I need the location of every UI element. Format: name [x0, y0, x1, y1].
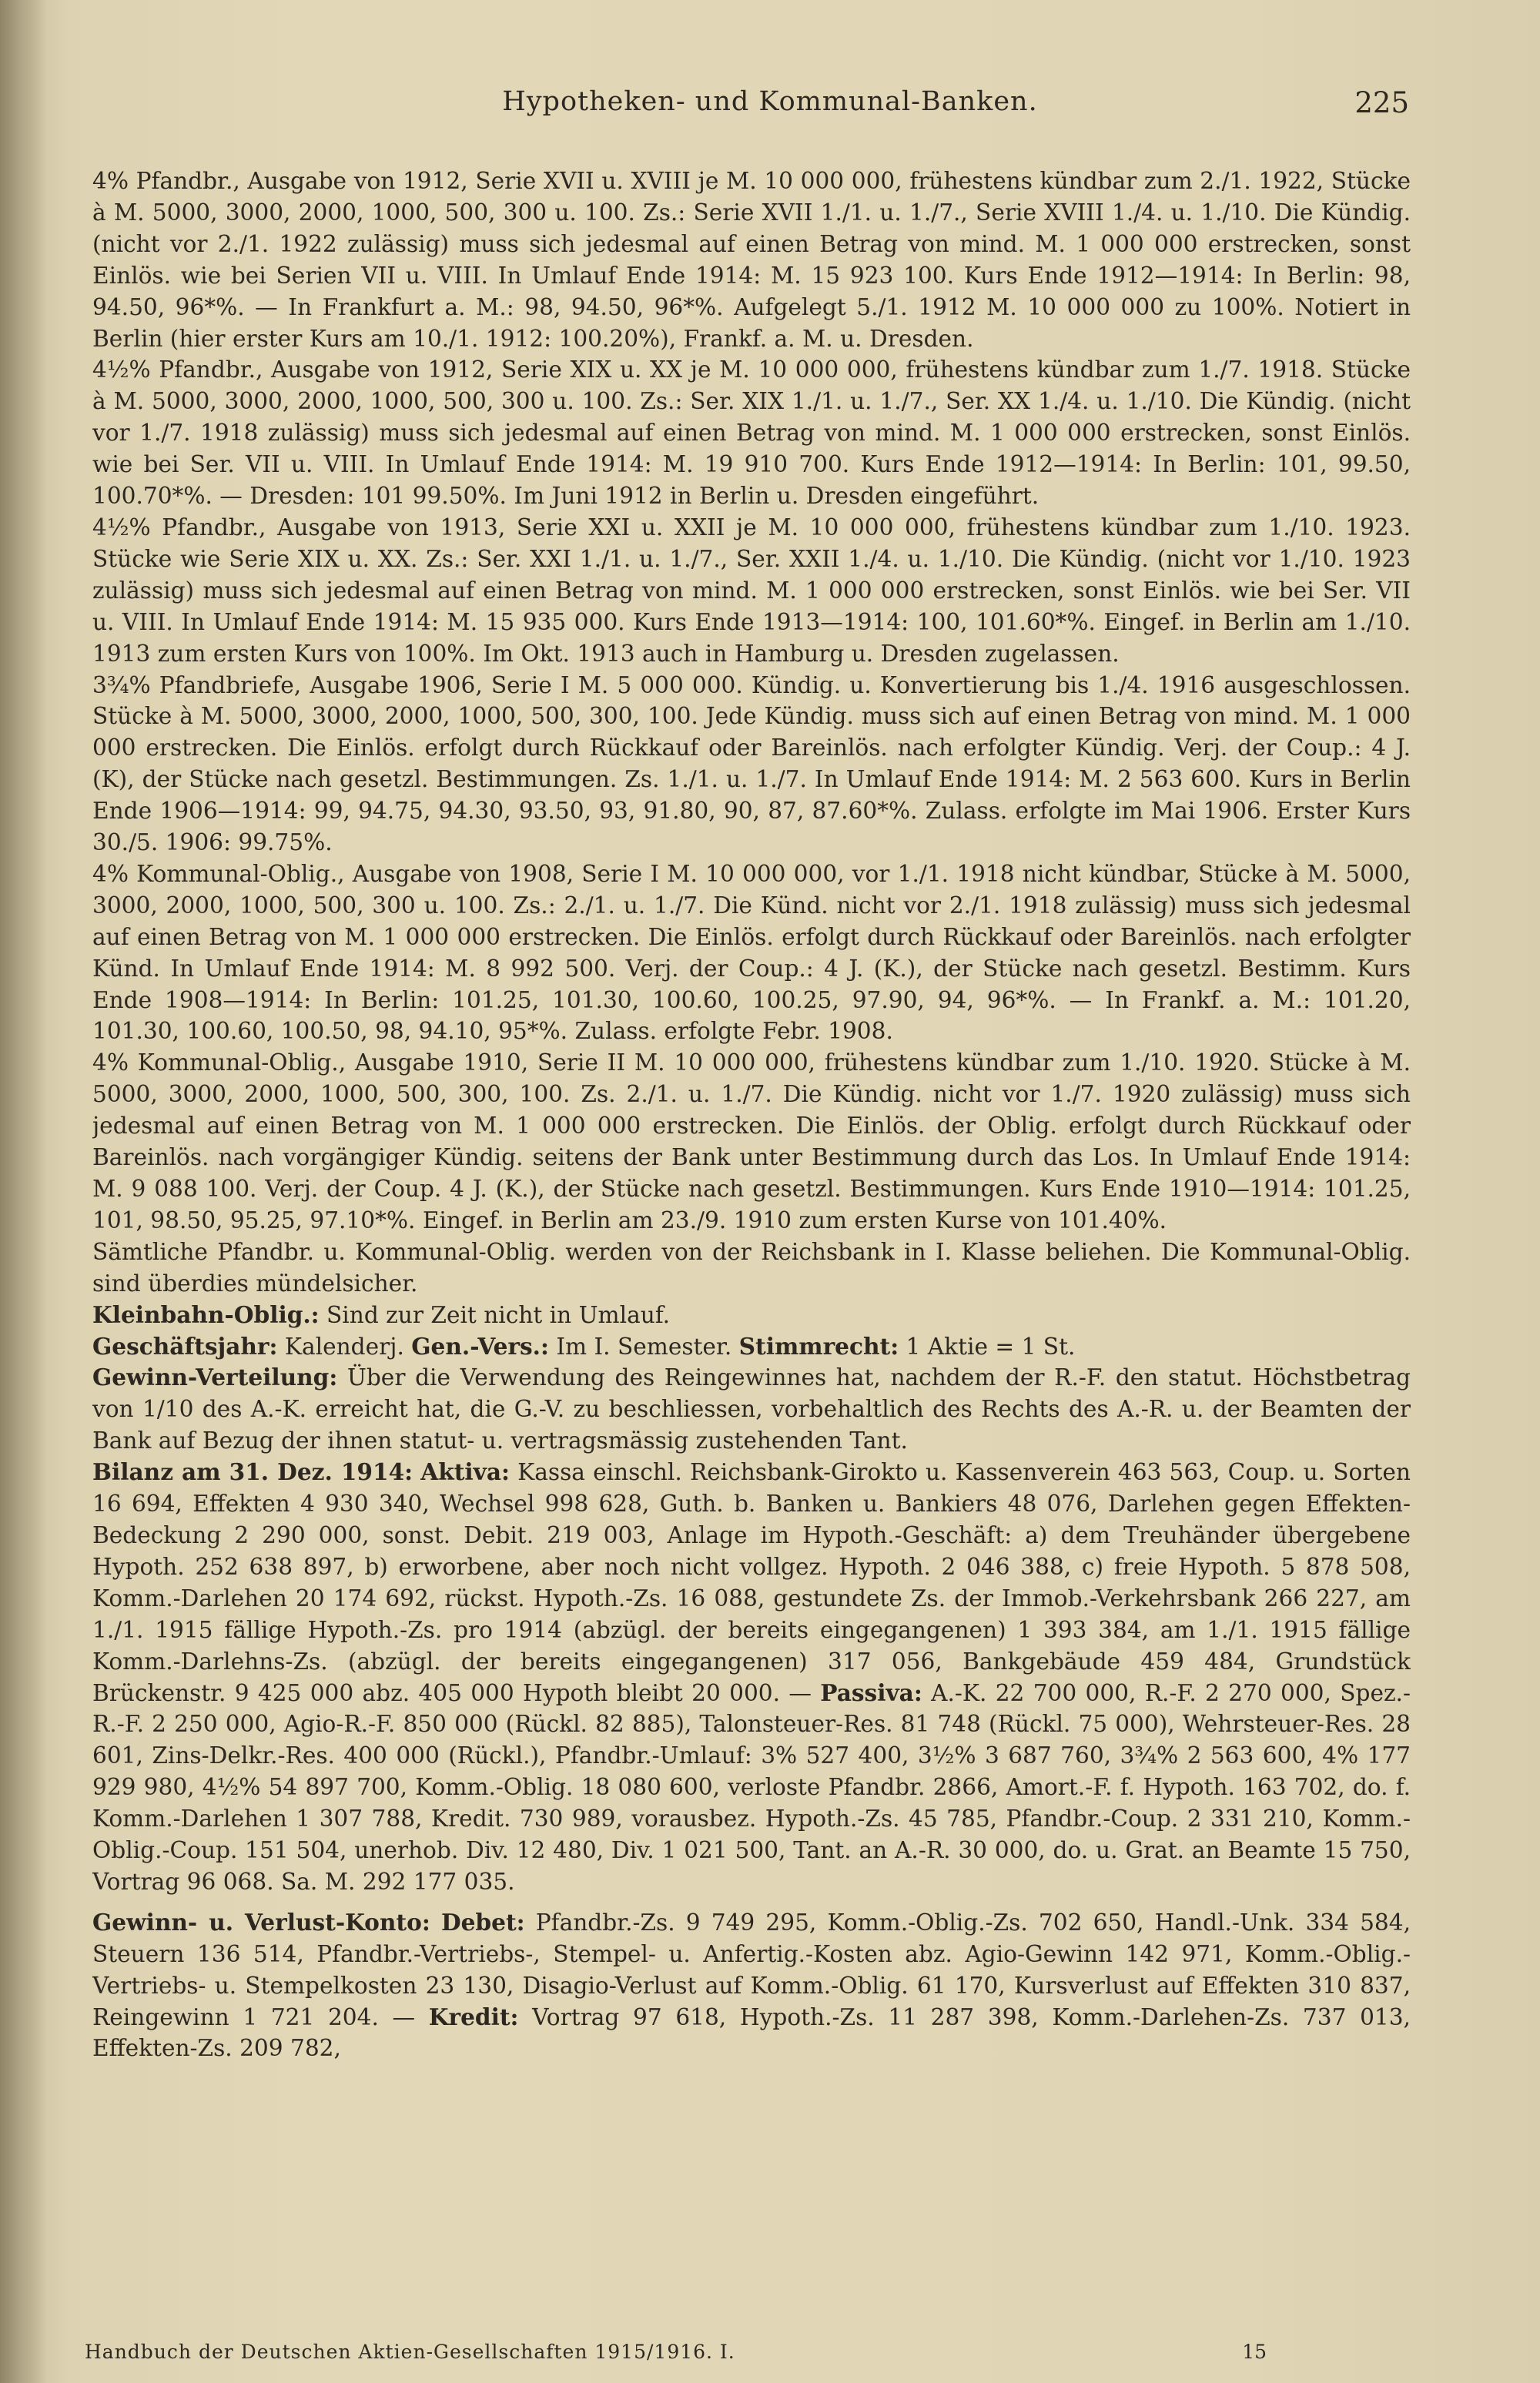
paragraph-bilanz — [92, 1457, 1411, 1898]
paragraph-geschaeftsjahr — [92, 1331, 1411, 1363]
page-footer — [85, 2341, 1394, 2371]
paragraph-gewinn-verteilung — [92, 1362, 1411, 1457]
paragraph-gewinn-verlust-konto — [92, 1907, 1411, 2065]
paragraph-kommunal-oblig-1908: 4% Kommunal-Oblig., Ausgabe von 1908, Serie I M. 10 000 000, vor 1./1. 1918 nicht kündbar, Stücke à M. 5000, 3000, 2000, 1000, 500, 300 u. 100. Zs.: 2./1. u. 1./7. Die Künd. nicht vor 2./1. 1918 zulässig) muss sich jedesmal auf einen Betrag von M. 1 000 000 erstrecken. Die Einlös. erfolgt durch Rückkauf oder Bareinlös. nach erfolgter Künd. In Umlauf Ende 1914: M. 8 992 500. Verj. der Coup.: 4 J. (K.), der Stücke nach gesetzl. Bestimm. Kurs Ende 1908—1914: In Berlin: 101.25, 101.30, 100.60, 100.25, 97.90, 94, 96*%. — In Frankf. a. M.: 101.20, 101.30, 100.60, 100.50, 98, 94.10, 95*%. Zulass. erfolgte Febr. 1908. — [92, 860, 1411, 1045]
kredit-text: Vortrag 97 618, Hypoth.-Zs. 11 287 398, Komm.-Darlehen-Zs. 737 013, Effekten-Zs. 209 782, — [92, 2003, 1411, 2062]
geschaeftsjahr-text: Kalenderj. — [284, 1333, 404, 1360]
aktiva-label: Aktiva: — [420, 1458, 510, 1486]
paragraph-pfandbriefe-1906: 3¾% Pfandbriefe, Ausgabe 1906, Serie I M. 5 000 000. Kündig. u. Konvertierung bis 1./4. 1916 ausgeschlossen. Stücke à M. 5000, 3000, 2000, 1000, 500, 300, 100. Jede Kündig. muss sich auf einen Betrag von mind. M. 1 000 000 erstrecken. Die Einlös. erfolgt durch Rückkauf oder Bareinlös. nach erfolgter Kündig. Verj. der Coup.: 4 J. (K), der Stücke nach gesetzl. Bestimmungen. Zs. 1./1. u. 1./7. In Umlauf Ende 1914: M. 2 563 600. Kurs in Berlin Ende 1906—1914: 99, 94.75, 94.30, 93.50, 93, 91.80, 90, 87, 87.60*%. Zulass. erfolgte im Mai 1906. Erster Kurs 30./5. 1906: 99.75%. — [92, 671, 1411, 856]
debet-label: Debet: — [440, 1908, 525, 1936]
passiva-label: Passiva: — [820, 1678, 922, 1706]
gen-vers-label: Gen.-Vers.: — [411, 1332, 549, 1360]
geschaeftsjahr-label: Geschäftsjahr: — [92, 1332, 278, 1360]
passiva-text: A.-K. 22 700 000, R.-F. 2 270 000, Spez.-R.-F. 2 250 000, Agio-R.-F. 850 000 (Rückl. 82 885), Talonsteuer-Res. 81 748 (Rückl. 75 000), Wehrsteuer-Res. 28 601, Zins-Delkr.-Res. 400 000 (Rückl.), Pfandbr.-Umlauf: 3% 527 400, 3½% 3 687 760, 3¾% 2 563 600, 4% 177 929 980, 4½% 54 897 700, Komm.-Oblig. 18 080 600, verloste Pfandbr. 2866, Amort.-F. f. Hypoth. 163 702, do. f. Komm.-Darlehen 1 307 788, Kredit. 730 989, vorausbez. Hypoth.-Zs. 45 785, Pfandbr.-Coup. 2 331 210, Komm.-Oblig.-Coup. 151 504, unerhob. Div. 12 480, Div. 1 021 500, Tant. an A.-R. 30 000, do. u. Grat. an Beamte 15 750, Vortrag 96 068. Sa. M. 292 177 035. — [92, 1679, 1411, 1895]
stimmrecht-text: 1 Aktie = 1 St. — [906, 1333, 1076, 1360]
running-title: Hypotheken- und Kommunal-Banken. — [502, 86, 1038, 117]
guv-label: Gewinn- u. Verlust-Konto: — [92, 1908, 430, 1936]
paragraph-kommunal-oblig-1910: 4% Kommunal-Oblig., Ausgabe 1910, Serie II M. 10 000 000, frühestens kündbar zum 1./10. 1920. Stücke à M. 5000, 3000, 2000, 1000, 500, 300, 100. Zs. 2./1. u. 1./7. Die Kündig. nicht vor 1./7. 1920 zulässig) muss sich jedesmal auf einen Betrag von M. 1 000 000 erstrecken. Die Einlös. der Oblig. erfolgt durch Rückkauf oder Bareinlös. nach vorgängiger Kündig. seitens der Bank unter Bestimmung durch das Los. In Umlauf Ende 1914: M. 9 088 100. Verj. der Coup. 4 J. (K.), der Stücke nach gesetzl. Bestimmungen. Kurs Ende 1910—1914: 101.25, 101, 98.50, 95.25, 97.10*%. Eingef. in Berlin am 23./9. 1910 zum ersten Kurse von 101.40%. — [92, 1049, 1411, 1233]
gewinn-label: Gewinn-Verteilung: — [92, 1364, 338, 1391]
kleinbahn-label: Kleinbahn-Oblig.: — [92, 1300, 320, 1328]
gewinn-text: Über die Verwendung des Reingewinnes hat, nachdem der R.-F. den statut. Höchstbetrag von 1/10 des A.-K. erreicht hat, die G.-V. zu beschliessen, vorbehaltlich des Rechts des A.-R. u. der Beamten der Bank auf Bezug der ihnen statut- u. vertragsmässig zustehenden Tant. — [92, 1364, 1411, 1454]
kleinbahn-text: Sind zur Zeit nicht in Umlauf. — [326, 1301, 671, 1328]
stimmrecht-label: Stimmrecht: — [738, 1332, 899, 1360]
debet-text: Pfandbr.-Zs. 9 749 295, Komm.-Oblig.-Zs. 702 650, Handl.-Unk. 334 584, Steuern 136 514, Pfandbr.-Vertriebs-, Stempel- u. Anfertig.-Kosten abz. Agio-Gewinn 142 971, Komm.-Oblig.-Vertriebs- u. Stempelkosten 23 130, Disagio-Verlust auf Komm.-Oblig. 61 170, Kursverlust auf Effekten 310 837, Reingewinn 1 721 204. — — [92, 1909, 1411, 2030]
footer-book-title: Handbuch der Deutschen Aktien-Gesellschaften 1915/1916. I. — [85, 2341, 735, 2363]
kredit-label: Kredit: — [428, 2003, 519, 2030]
paragraph-pfandbr-xix-xx: 4½% Pfandbr., Ausgabe von 1912, Serie XIX u. XX je M. 10 000 000, frühestens kündbar zum 1./7. 1918. Stücke à M. 5000, 3000, 2000, 1000, 500, 300 u. 100. Zs.: Ser. XIX 1./1. u. 1./7., Ser. XX 1./4. u. 1./10. Die Kündig. (nicht vor 1./7. 1918 zulässig) muss sich jedesmal auf einen Betrag von mind. M. 1 000 000 erstrecken, sonst Einlös. wie bei Ser. VII u. VIII. In Umlauf Ende 1914: M. 19 910 700. Kurs Ende 1912—1914: In Berlin: 101, 99.50, 100.70*%. — Dresden: 101 99.50%. Im Juni 1912 in Berlin u. Dresden eingeführt. — [92, 356, 1411, 510]
paragraph-reichsbank: Sämtliche Pfandbr. u. Kommunal-Oblig. werden von der Reichsbank in I. Klasse beliehen. Die Kommunal-Oblig. sind überdies mündelsicher. — [92, 1238, 1411, 1297]
footer-signature: 15 — [1242, 2341, 1267, 2363]
main-text — [92, 166, 1411, 2306]
paragraph-pfandbr-xxi-xxii: 4½% Pfandbr., Ausgabe von 1913, Serie XXI u. XXII je M. 10 000 000, frühestens kündbar zum 1./10. 1923. Stücke wie Serie XIX u. XX. Zs.: Ser. XXI 1./1. u. 1./7., Ser. XXII 1./4. u. 1./10. Die Kündig. (nicht vor 1./10. 1923 zulässig) muss sich jedesmal auf einen Betrag von mind. M. 1 000 000 erstrecken, sonst Einlös. wie bei Ser. VII u. VIII. In Umlauf Ende 1914: M. 15 935 000. Kurs Ende 1913—1914: 100, 101.60*%. Eingef. in Berlin am 1./10. 1913 zum ersten Kurs von 100%. Im Okt. 1913 auch in Hamburg u. Dresden zugelassen. — [92, 514, 1411, 667]
aktiva-text: Kassa einschl. Reichsbank-Girokto u. Kassenverein 463 563, Coup. u. Sorten 16 694, Effekten 4 930 340, Wechsel 998 628, Guth. b. Banken u. Bankiers 48 076, Darlehen gegen Effekten-Bedeckung 2 290 000, sonst. Debit. 219 003, Anlage im Hypoth.-Geschäft: a) dem Treuhänder übergebene Hypoth. 252 638 897, b) erworbene, aber noch nicht vollgez. Hypoth. 2 046 388, c) freie Hypoth. 5 878 508, Komm.-Darlehen 20 174 692, rückst. Hypoth.-Zs. 16 088, gestundete Zs. der Immob.-Verkehrsbank 266 227, am 1./1. 1915 fällige Hypoth.-Zs. pro 1914 (abzügl. der bereits eingegangenen) 1 393 384, am 1./1. 1915 fällige Komm.-Darlehns-Zs. (abzügl. der bereits eingegangenen) 317 056, Bankgebäude 459 484, Grundstück Brückenstr. 9 425 000 abz. 405 000 Hypoth bleibt 20 000. — — [92, 1459, 1411, 1706]
page-header — [62, 86, 1417, 132]
book-spine-shadow — [0, 0, 46, 2383]
paragraph-kleinbahn — [92, 1300, 1411, 1331]
bilanz-label: Bilanz am 31. Dez. 1914: — [92, 1458, 413, 1486]
paragraph-pfandbr-xvii-xviii: 4% Pfandbr., Ausgabe von 1912, Serie XVII u. XVIII je M. 10 000 000, frühestens kündbar zum 2./1. 1922, Stücke à M. 5000, 3000, 2000, 1000, 500, 300 u. 100. Zs.: Serie XVII 1./1. u. 1./7., Serie XVIII 1./4. u. 1./10. Die Kündig. (nicht vor 2./1. 1922 zulässig) muss sich jedesmal auf einen Betrag von mind. M. 1 000 000 erstrecken, sonst Einlös. wie bei Serien VII u. VIII. In Umlauf Ende 1914: M. 15 923 100. Kurs Ende 1912—1914: In Berlin: 98, 94.50, 96*%. — In Frankfurt a. M.: 98, 94.50, 96*%. Aufgelegt 5./1. 1912 M. 10 000 000 zu 100%. Notiert in Berlin (hier erster Kurs am 10./1. 1912: 100.20%), Frankf. a. M. u. Dresden. — [92, 168, 1411, 352]
gen-vers-text: Im I. Semester. — [556, 1333, 732, 1360]
page-number: 225 — [1354, 86, 1409, 119]
